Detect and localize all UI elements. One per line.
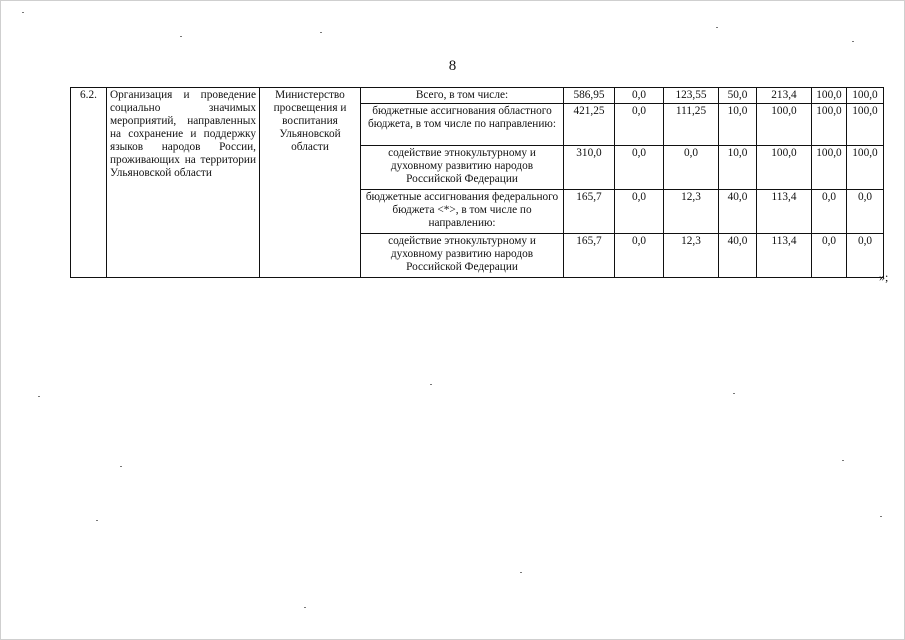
scan-speck: [716, 27, 718, 28]
value-cell: 165,7: [564, 234, 615, 278]
scan-speck: [852, 41, 854, 42]
value-cell: 100,0: [757, 146, 812, 190]
scan-speck: [180, 36, 182, 37]
value-cell: 213,4: [757, 88, 812, 104]
page-number: 8: [448, 58, 457, 74]
row-number: 6.2.: [71, 88, 107, 278]
value-cell: 123,55: [664, 88, 719, 104]
value-cell: 310,0: [564, 146, 615, 190]
funding-source: содействие этнокультурному и духовному развитию народов Российской Федерации: [361, 146, 564, 190]
value-cell: 10,0: [719, 104, 757, 146]
value-cell: 0,0: [615, 190, 664, 234]
value-cell: 0,0: [615, 234, 664, 278]
program-table: [70, 87, 884, 278]
value-cell: 0,0: [664, 146, 719, 190]
value-cell: 12,3: [664, 234, 719, 278]
scan-speck: [880, 516, 882, 517]
value-cell: 100,0: [847, 146, 884, 190]
value-cell: 100,0: [847, 88, 884, 104]
value-cell: 113,4: [757, 190, 812, 234]
closing-quote-mark: »;: [879, 270, 889, 284]
value-cell: 0,0: [847, 190, 884, 234]
scan-speck: [120, 466, 122, 467]
value-cell: 113,4: [757, 234, 812, 278]
value-cell: 100,0: [847, 104, 884, 146]
measure-description: Организация и проведение социально значимых мероприятий, направленных на сохранение и поддержку языков народов России, проживающих на территории Ульяновской области: [107, 88, 260, 278]
scan-speck: [430, 384, 432, 385]
value-cell: 12,3: [664, 190, 719, 234]
value-cell: 40,0: [719, 234, 757, 278]
value-cell: 40,0: [719, 190, 757, 234]
value-cell: 100,0: [812, 88, 847, 104]
value-cell: 0,0: [615, 104, 664, 146]
value-cell: 421,25: [564, 104, 615, 146]
scan-speck: [304, 607, 306, 608]
funding-source: бюджетные ассигнования областного бюджета, в том числе по направлению:: [361, 104, 564, 146]
value-cell: 100,0: [812, 146, 847, 190]
scan-speck: [22, 12, 24, 13]
responsible-organization: Министерство просвещения и воспитания Ульяновской области: [260, 88, 361, 278]
value-cell: 100,0: [757, 104, 812, 146]
scan-speck: [842, 460, 844, 461]
value-cell: 0,0: [615, 88, 664, 104]
funding-source: Всего, в том числе:: [361, 88, 564, 104]
value-cell: 0,0: [812, 190, 847, 234]
scan-speck: [520, 572, 522, 573]
value-cell: 165,7: [564, 190, 615, 234]
value-cell: 0,0: [812, 234, 847, 278]
value-cell: 586,95: [564, 88, 615, 104]
value-cell: 111,25: [664, 104, 719, 146]
scan-speck: [38, 396, 40, 397]
value-cell: 100,0: [812, 104, 847, 146]
funding-source: содействие этнокультурному и духовному развитию народов Российской Федерации: [361, 234, 564, 278]
value-cell: 10,0: [719, 146, 757, 190]
funding-source: бюджетные ассигнования федерального бюджета <*>, в том числе по направлению:: [361, 190, 564, 234]
table-row: [71, 88, 884, 104]
value-cell: 0,0: [615, 146, 664, 190]
scan-speck: [733, 393, 735, 394]
scan-speck: [96, 520, 98, 521]
scan-speck: [320, 32, 322, 33]
value-cell: 0,0: [847, 234, 884, 278]
value-cell: 50,0: [719, 88, 757, 104]
